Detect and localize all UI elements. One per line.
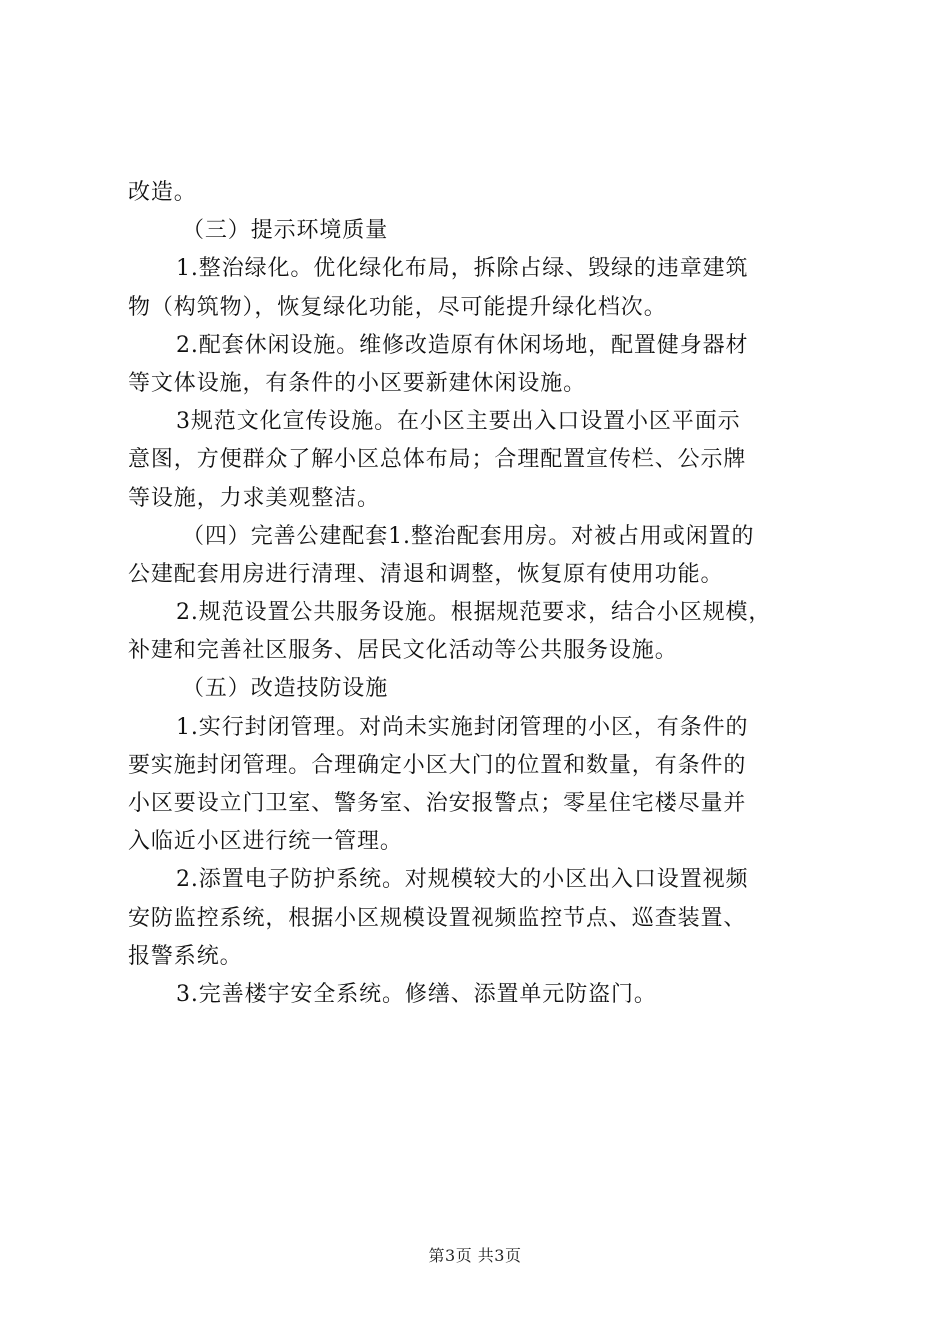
document-body	[128, 174, 858, 1014]
paragraph-line: 公建配套用房进行清理、清退和调整，恢复原有使用功能。	[128, 561, 724, 587]
page-number-footer: 第3页 共3页	[428, 1246, 522, 1265]
paragraph-line: 安防监控系统，根据小区规模设置视频监控节点、巡查装置、	[128, 905, 747, 931]
paragraph-line: 1.实行封闭管理。对尚未实施封闭管理的小区，有条件的	[176, 714, 749, 740]
paragraph-line: 2.配套休闲设施。维修改造原有休闲场地，配置健身器材	[176, 332, 749, 358]
paragraph-line: 1.整治绿化。优化绿化布局，拆除占绿、毁绿的违章建筑	[176, 256, 749, 282]
paragraph-line: 小区要设立门卫室、警务室、治安报警点；零星住宅楼尽量并	[128, 791, 747, 816]
paragraph-line: 要实施封闭管理。合理确定小区大门的位置和数量，有条件的	[128, 752, 747, 778]
paragraph-line: 报警系统。	[128, 943, 243, 969]
paragraph-line: 等设施，力求美观整洁。	[128, 485, 380, 511]
paragraph-line: 等文体设施，有条件的小区要新建休闲设施。	[128, 370, 587, 396]
paragraph-line: 3规范文化宣传设施。在小区主要出入口设置小区平面示	[176, 409, 741, 435]
section-heading: （三）提示环境质量	[182, 218, 389, 244]
paragraph-line: 物（构筑物），恢复绿化功能，尽可能提升绿化档次。	[128, 294, 667, 320]
paragraph-line: 改造。	[128, 180, 197, 205]
paragraph-line: 入临近小区进行统一管理。	[128, 829, 403, 855]
paragraph-line: 2.规范设置公共服务设施。根据规范要求，结合小区规模，	[176, 600, 772, 626]
paragraph-line: 意图，方便群众了解小区总体布局；合理配置宣传栏、公示牌	[128, 447, 747, 473]
paragraph-line: 3.完善楼宇安全系统。修缮、添置单元防盗门。	[176, 981, 657, 1007]
paragraph-line: 补建和完善社区服务、居民文化活动等公共服务设施。	[128, 638, 678, 664]
section-heading: （四）完善公建配套1.整治配套用房。对被占用或闲置的	[182, 523, 755, 549]
paragraph-line: 2.添置电子防护系统。对规模较大的小区出入口设置视频	[176, 867, 749, 893]
section-heading: （五）改造技防设施	[182, 676, 389, 702]
